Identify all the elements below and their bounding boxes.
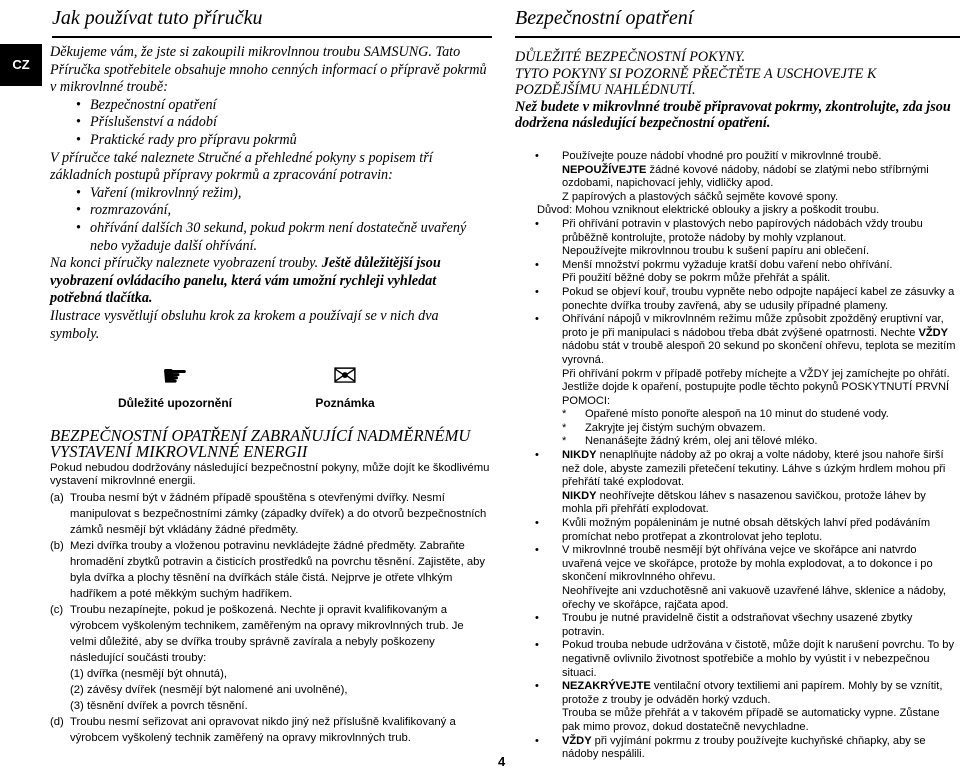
rule-bullet-item: [517, 286, 957, 313]
rule-emphasis: VŽDY: [562, 734, 592, 747]
rule-sub-item: [517, 490, 957, 517]
rule-text: žádné kovové nádoby, nádobí se zlatými nebo stříbrnými ozdobami, napichovací jehly, vidličky apod.: [562, 163, 929, 190]
pointing-hand-icon: ☛: [161, 360, 189, 393]
item-label: (d): [50, 716, 64, 728]
list-item: • ohřívání dalších 30 sekund, pokud pokrm není dostatečně uvařený nebo vyžaduje další ohřívání.: [50, 220, 490, 255]
item-text: (1) dvířka (nesmějí být ohnutá),: [70, 668, 227, 680]
rule-sub-item: [517, 272, 957, 286]
bullet-icon: •: [535, 639, 539, 652]
intro-list: [50, 97, 490, 150]
safety-section: [50, 428, 490, 746]
bullet-icon: •: [535, 217, 539, 230]
rule-text: Při ohřívání potravin v plastových nebo papírových nádobách vždy troubu průběžně kontrolujte, protože nádoby by mohly vzplanout.: [562, 217, 923, 244]
rule-sub-item: [517, 245, 957, 259]
rule-text: Pokud se objeví kouř, troubu vypněte nebo odpojte napájecí kabel ze zásuvky a ponechte dvířka trouby zavřená, aby se udusily případné plameny.: [562, 285, 955, 312]
rule-bullet-item: [517, 150, 957, 164]
item-label: (a): [50, 492, 64, 504]
bullet-icon: •: [535, 285, 539, 298]
rule-text: Menší množství pokrmu vyžaduje kratší dobu vaření nebo ohřívání.: [562, 258, 893, 271]
rule-text: ventilační otvory textiliemi ani papírem. Mohly by se vznítit, protože z trouby je odváděn horký vzduch.: [562, 680, 943, 706]
important-symbol: [110, 358, 240, 410]
rule-bullet-item: [517, 612, 957, 639]
bullet-icon: •: [535, 680, 539, 693]
rule-text: Zakryjte jej čistým suchým obvazem.: [585, 421, 766, 434]
rule-text: V mikrovlnné troubě nesmějí být ohřívána vejce ve skořápce ani natvrdo uvařená vejce ve skořápce, protože by mohla explodovat, a to dokonce i po skončení mikrovlnného ohřevu.: [562, 544, 933, 584]
first-aid-step: [517, 408, 957, 422]
item-text: Mezi dvířka trouby a vloženou potravinu nevkládejte žádné předměty. Zabraňte hromadění zbytků potravin a čisticích prostředků na povrchu těsnění. Zajistěte, aby byla dvířka a plochy těsnění na dvířkách stále čistá. Nejprve je otřete vlhkým hadříkem a poté měkkým suchým hadříkem.: [70, 540, 486, 600]
intro-paragraph: Ilustrace vysvětlují obsluhu krok za krokem a používají se v nich dva symboly.: [50, 307, 439, 342]
bullet-icon: •: [535, 449, 539, 462]
rule-text: nádobu stát v troubě alespoň 20 sekund po skončení ohřevu, teplota se mezitím vyrovná.: [562, 340, 956, 366]
instructions-lead: Než budete v mikrovlnné troubě připravovat pokrmy, zkontrolujte, zda jsou dodržena následující bezpečnostní opatření.: [515, 98, 951, 132]
safety-item: [50, 714, 490, 746]
rule-bullet-item: [517, 680, 957, 707]
rule-text: Troubu je nutné pravidelně čistit a odstraňovat všechny usazené zbytky potravin.: [562, 612, 913, 638]
item-text: Trouba nesmí být v žádném případě spouštěna s otevřenými dvířky. Nesmí manipulovat s bezpečnostními zámky (západky dvířek) a do otvorů bezpečnostních zámků nesmějí být vkládány žádné předměty.: [70, 492, 487, 536]
rule-bullet-item: [517, 517, 957, 544]
first-aid-step: [517, 435, 957, 449]
intro-section: [50, 44, 490, 343]
rule-text: Důvod: Mohou vzniknout elektrické oblouky a jiskry a poškodit troubu.: [537, 204, 880, 217]
rule-text: Trouba se může přehřát a v takovém případě se automaticky vypne. Zůstane pak mimo provoz, dokud dostatečně nevychladne.: [562, 707, 940, 733]
asterisk-marker: *: [562, 408, 567, 421]
page-header-left: Jak používat tuto příručku: [52, 4, 492, 38]
rule-text: Jestliže dojde k opaření, postupujte podle těchto pokynů POSKYTNUTÍ PRVNÍ POMOCI:: [562, 381, 950, 407]
rule-sub-item: [517, 368, 957, 382]
rule-bullet-item: [517, 544, 957, 585]
asterisk-marker: *: [562, 435, 567, 448]
rule-text: nenaplňujte nádoby až po okraj a volte nádoby, které jsou nahoře širší než dole, abyste zamezili přetečení tekutiny. Láhve s úzkým hrdlem mohou při přehřátí také explodovat.: [562, 449, 946, 489]
safety-items: [50, 490, 490, 746]
note-symbol: [290, 358, 400, 410]
rule-emphasis: NIKDY: [562, 449, 597, 462]
intro-text-bold: Ještě důležitější jsou vyobrazení ovládacího panelu, která vám umožní rychleji vyhledat potřebná tlačítka.: [50, 255, 441, 307]
item-text: (2) závěsy dvířek (nesmějí být nalomené ani uvolněné),: [70, 684, 348, 696]
intro-paragraph: V příručce také naleznete Stručné a přehledné pokyny s popisem tří základních postupů přípravy pokrmů a zpracování potravin:: [50, 149, 433, 184]
rule-bullet-item: [517, 259, 957, 273]
rule-sub-item: [517, 191, 957, 205]
list-item: • Příslušenství a nádobí: [50, 114, 490, 132]
asterisk-marker: *: [562, 421, 567, 434]
item-text: Troubu nezapínejte, pokud je poškozená. Nechte ji opravit kvalifikovaným a výrobcem vyškoleným technikem, zaměřeným na opravy mikrovlnných trub. Je velmi důležité, aby se dvířka trouby správně zavírala a nebyly poškozeny následující součásti trouby:: [70, 604, 464, 664]
page-header-right: Bezpečnostní opatření: [515, 4, 960, 38]
item-label: (b): [50, 540, 64, 552]
note-label: Poznámka: [315, 396, 375, 410]
safety-rules-list: [517, 150, 957, 762]
rule-bullet-item: [517, 313, 957, 367]
rule-text: Neohřívejte ani vzduchotěsně ani vakuově uzavřené láhve, sklenice a nádoby, ořechy ve skořápce, rajčata apod.: [562, 585, 947, 611]
safety-item: [50, 602, 490, 714]
instructions-heading: DŮLEŽITÉ BEZPEČNOSTNÍ POKYNY.: [515, 49, 746, 65]
rule-sub-item: [517, 381, 957, 408]
rule-text: Při použití běžné doby se pokrm může přehřát a spálit.: [562, 272, 831, 285]
rule-bullet-item: [517, 639, 957, 680]
language-tab: CZ: [0, 44, 42, 86]
item-text: (3) těsnění dvířek a povrch těsnění.: [70, 700, 248, 712]
rule-emphasis: NIKDY: [562, 489, 597, 502]
rule-text: Při ohřívání pokrm v případě potřeby míchejte a VŽDY jej zamíchejte po ohřátí.: [562, 367, 950, 380]
item-label: (c): [50, 604, 64, 616]
rule-text: Opařené místo ponořte alespoň na 10 minut do studené vody.: [585, 408, 889, 421]
list-item: • rozmrazování,: [50, 202, 490, 220]
rule-text: neohřívejte dětskou láhev s nasazenou savičkou, protože láhev by mohla při přehřátí explodovat.: [562, 489, 926, 516]
symbols-legend: [50, 358, 490, 418]
rule-text: při vyjímání pokrmu z trouby používejte kuchyňské chňapky, aby se nádoby nespálili.: [562, 734, 926, 761]
section-title: BEZPEČNOSTNÍ OPATŘENÍ ZABRAŇUJÍCÍ NADMĚRNÉMU VYSTAVENÍ MIKROVLNNÉ ENERGII: [50, 426, 471, 461]
rule-bullet-item: [517, 449, 957, 490]
important-instructions: [515, 49, 960, 132]
list-item: • Praktické rady pro přípravu pokrmů: [50, 132, 490, 150]
intro-paragraph: [50, 255, 490, 308]
rule-bullet-item: [517, 218, 957, 245]
rule-bullet-item: [517, 735, 957, 762]
intro-text: Na konci příručky naleznete vyobrazení trouby.: [50, 255, 319, 272]
safety-item: [50, 538, 490, 602]
rule-text: Z papírových a plastových sáčků sejměte kovové spony.: [562, 190, 839, 203]
bullet-icon: •: [535, 544, 539, 557]
item-text: Troubu nesmí seřizovat ani opravovat nikdo jiný než příslušně kvalifikovaný a výrobcem vyškolený technik zaměřený na opravy mikrovlnných trub.: [70, 716, 456, 744]
intro-paragraph: Děkujeme vám, že jste si zakoupili mikrovlnnou troubu SAMSUNG. Tato Příručka spotřebitele obsahuje mnoho cenných informací o přípravě pokrmů v mikrovlnné troubě:: [50, 44, 487, 96]
bullet-icon: •: [535, 612, 539, 625]
bullet-icon: •: [535, 150, 539, 162]
bullet-icon: •: [535, 258, 539, 271]
rule-emphasis: NEPOUŽÍVEJTE: [562, 163, 647, 176]
envelope-icon: ✉: [332, 360, 358, 393]
rule-text: Používejte pouze nádobí vhodné pro použití v mikrovlnné troubě.: [562, 150, 882, 162]
rule-text: Kvůli možným popáleninám je nutné obsah dětských lahví před podáváním promíchat nebo protřepat a zkontrolovat jeho teplotu.: [562, 517, 931, 543]
rule-text: Ohřívání nápojů v mikrovlnném režimu může způsobit zpožděný eruptivní var, proto je při manipulaci s nádobou třeba dbát zvýšené opatrnosti. Nechte: [562, 313, 944, 339]
rule-sub-item: [517, 164, 957, 191]
rule-text: Nepoužívejte mikrovlnnou troubu k sušení papíru ani oblečení.: [562, 245, 870, 258]
rule-text: Nenanášejte žádný krém, olej ani tělové mléko.: [585, 435, 818, 448]
important-label: Důležité upozornění: [118, 396, 232, 410]
list-item: • Bezpečnostní opatření: [50, 97, 490, 115]
section-intro: Pokud nebudou dodržovány následující bezpečnostní pokyny, může dojít ke škodlivému vystavení mikrovlnné energii.: [50, 462, 490, 487]
rule-sub-item: [517, 585, 957, 612]
bullet-icon: •: [535, 517, 539, 530]
page-number: 4: [498, 754, 506, 769]
rule-sub-item: [517, 707, 957, 734]
intro-list: [50, 185, 490, 255]
safety-item: [50, 490, 490, 538]
bullet-icon: •: [535, 313, 539, 326]
rule-text: Pokud trouba nebude udržována v čistotě, může dojít k narušení povrchu. To by negativně ovlivnilo životnost spotřebiče a mohlo by vyústit i v nebezpečnou situaci.: [562, 639, 955, 679]
bullet-icon: •: [535, 734, 539, 747]
first-aid-step: [517, 422, 957, 436]
list-item: • Vaření (mikrovlnný režim),: [50, 185, 490, 203]
instructions-heading: TYTO POKYNY SI POZORNĚ PŘEČTĚTE A USCHOVEJTE K POZDĚJŠÍMU NAHLÉDNUTÍ.: [515, 65, 877, 99]
rule-emphasis: NEZAKRÝVEJTE: [562, 680, 651, 693]
rule-emphasis: VŽDY: [918, 326, 949, 339]
rule-note: [517, 204, 957, 218]
